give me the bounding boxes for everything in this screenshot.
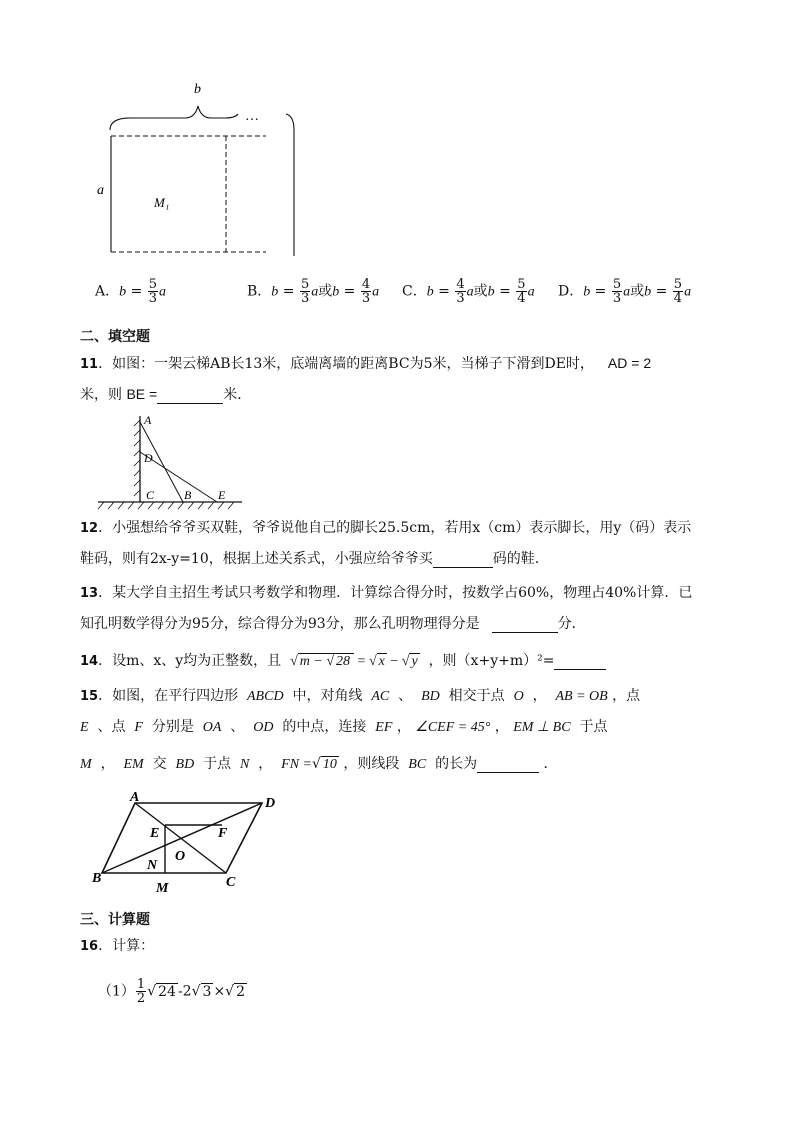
label-M: M [156, 881, 169, 896]
label-C: C [146, 488, 155, 502]
q12-line1: 12．小强想给爷爷买双鞋，爷爷说他自己的脚长25.5cm，若用x（cm）表示脚长，用y（码）表示 [80, 520, 692, 536]
q12-line2: 鞋码，则有2x-y=10，根据上述关系式，小强应给爷爷买 码的鞋. [80, 551, 540, 567]
fraction-half: $\frac{1}{2}$ [136, 977, 146, 1006]
label-D: D [265, 796, 276, 811]
dots-label: … [245, 109, 259, 124]
label-B: B [184, 488, 192, 502]
q10-option-b: B．b = $\frac{5}{3}$ a或b = $\frac{4}{3}$ a [247, 277, 380, 306]
a-label: a [97, 183, 104, 198]
label-F: F [218, 826, 228, 841]
fraction: $\frac{5}{3}$ [148, 277, 158, 306]
q15-line2: E 、点 F 分别是 OA 、 OD 的中点，连接 EF ， ∠CEF = 45° ， EM ⊥ BC 于点 [80, 719, 608, 735]
label-O: O [175, 849, 186, 864]
fraction: $\frac{5}{4}$ [517, 277, 526, 306]
label-N: N [147, 858, 158, 873]
label-E: E [150, 826, 160, 841]
section3-title: 三、计算题 [80, 912, 150, 928]
b-label: b [194, 82, 201, 97]
q10-figure [90, 78, 310, 260]
ad-expr: AD = 2 [607, 355, 652, 371]
label-C: C [226, 875, 236, 890]
q14-equation: √ m − √ 28 = √ x − √ y [290, 654, 418, 669]
q15-answer-blank[interactable] [477, 758, 539, 773]
q13-number: 13 [80, 586, 99, 601]
q11-number: 11 [80, 357, 99, 372]
q11-answer-blank[interactable] [157, 389, 223, 404]
option-letter: B． [247, 283, 272, 300]
q10-option-a: A．b = $\frac{5}{3}$ a [95, 277, 167, 306]
label-D: D [144, 451, 153, 465]
q15-line3: M ， EM 交 BD 于点 N ， FN =√ 10 ，则线段 BC 的长为 ． [80, 756, 558, 772]
m1-label: M₁ [154, 195, 170, 210]
q16-number: 16 [80, 939, 99, 954]
q14-answer-blank[interactable] [554, 655, 606, 670]
q13-line1: 13．某大学自主招生考试只考数学和物理．计算综合得分时，按数学占60%，物理占40%计算．已 [80, 585, 693, 601]
q13-answer-blank[interactable] [492, 618, 558, 633]
label-A: A [130, 790, 140, 805]
fraction: $\frac{5}{4}$ [673, 277, 683, 306]
fraction: $\frac{4}{3}$ [456, 277, 465, 306]
q13-line2: 知孔明数学得分为95分，综合得分为93分，那么孔明物理得分是 分． [80, 616, 586, 632]
q14-line: 14．设m、x、y均为正整数，且 √ m − √ 28 = √ x − √ y ，则（x+y+m）²= [80, 650, 606, 670]
q11-figure [96, 410, 244, 510]
q10-option-c: C．b = $\frac{4}{3}$ a或b = $\frac{5}{4}$ a [402, 277, 535, 306]
q16-line: 16．计算： [80, 938, 155, 954]
option-letter: A． [95, 283, 120, 300]
q11-line1: 11．如图：一架云梯AB长13米，底端离墙的距离BC为5米，当梯子下滑到DE时， AD = 2 [80, 355, 652, 372]
q11-line2: 米，则 BE = 米． [80, 386, 252, 403]
label-B: B [92, 871, 102, 886]
b-brace [110, 106, 238, 130]
fraction: $\frac{4}{3}$ [361, 277, 371, 306]
section2-title: 二、填空题 [80, 329, 150, 345]
fraction: $\frac{5}{3}$ [300, 277, 310, 306]
q15-number: 15 [80, 689, 99, 704]
label-E: E [218, 488, 226, 502]
q12-number: 12 [80, 521, 99, 536]
q12-answer-blank[interactable] [433, 553, 493, 568]
q14-number: 14 [80, 654, 99, 669]
right-bracket [286, 114, 294, 256]
q15-figure [90, 788, 290, 896]
be-expr: BE = [126, 386, 158, 402]
label-A: A [144, 413, 152, 427]
q16-part1: （1） $\frac{1}{2}$ √ 24 -2√ 3 ×√ 2 [98, 977, 246, 1006]
option-letter: D． [558, 283, 584, 300]
q10-option-d: D．b = $\frac{5}{3}$ a或b = $\frac{5}{4}$ a [558, 277, 692, 306]
option-letter: C． [402, 283, 427, 300]
q15-line1: 15．如图，在平行四边形 ABCD 中，对角线 AC 、 BD 相交于点 O ， AB = OB ，点 [80, 688, 641, 704]
fraction: $\frac{5}{3}$ [612, 277, 622, 306]
